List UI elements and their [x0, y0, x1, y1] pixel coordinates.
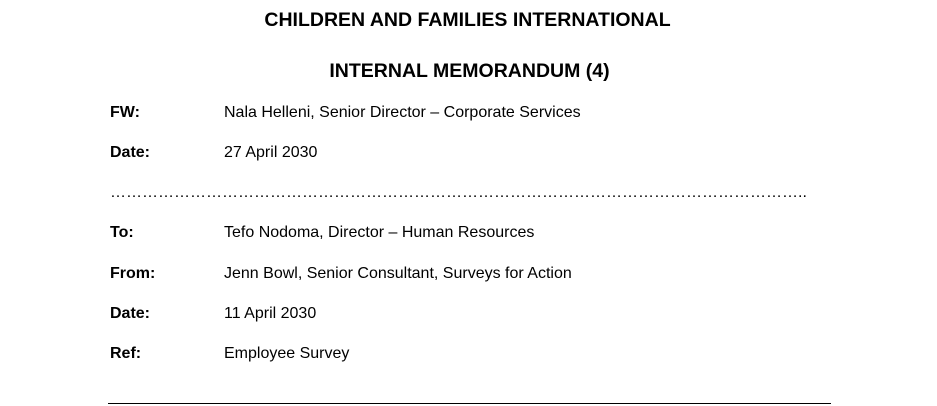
ref-value: Employee Survey: [224, 345, 350, 362]
to-value: Tefo Nodoma, Director – Human Resources: [224, 224, 535, 241]
from-label: From:: [110, 265, 156, 282]
dotted-separator: …………………………………………………………………………………………………………………..: [110, 184, 807, 201]
organization-title: CHILDREN AND FAMILIES INTERNATIONAL: [264, 9, 671, 31]
bottom-rule: [108, 403, 831, 404]
from-value: Jenn Bowl, Senior Consultant, Surveys for Action: [224, 265, 572, 282]
forward-date-value: 27 April 2030: [224, 144, 318, 161]
to-label: To:: [110, 224, 134, 241]
ref-label: Ref:: [110, 345, 142, 362]
memo-date-label: Date:: [110, 305, 151, 322]
memo-title: INTERNAL MEMORANDUM (4): [329, 60, 610, 82]
fw-label: FW:: [110, 104, 140, 121]
fw-value: Nala Helleni, Senior Director – Corporate Services: [224, 104, 581, 121]
forward-date-label: Date:: [110, 144, 151, 161]
memo-date-value: 11 April 2030: [224, 305, 317, 322]
